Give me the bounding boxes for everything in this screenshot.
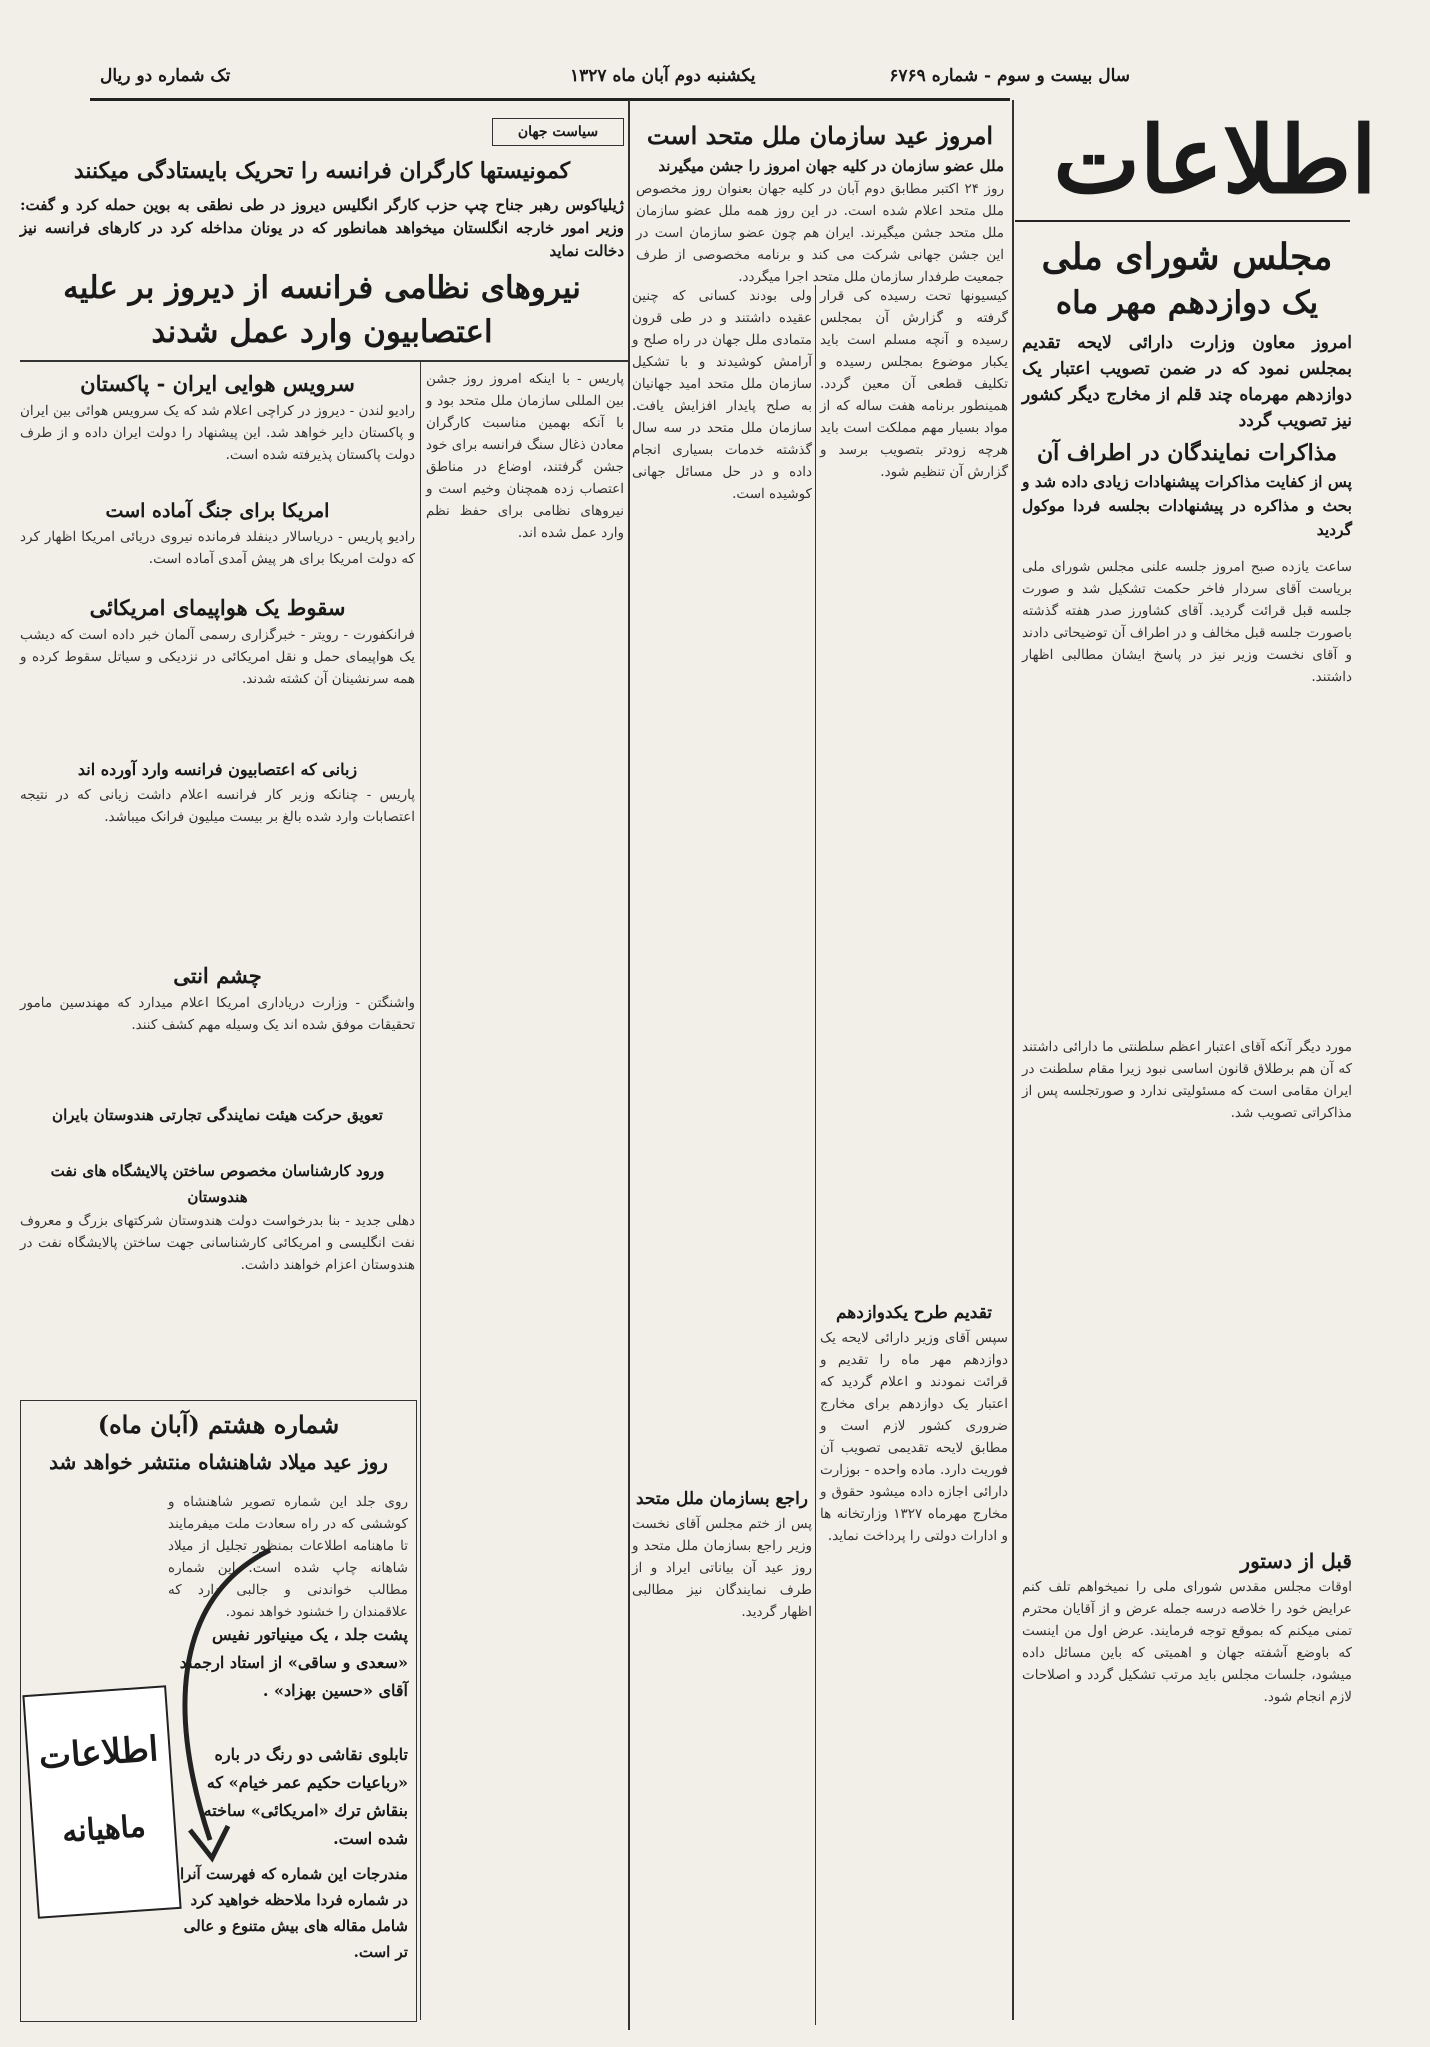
subhead-plane-crash: سقوط یک هواپیمای امریکائی — [89, 595, 346, 620]
subhead-india-delegation: تعویق حرکت هیئت نمایندگی تجارتی هندوستان بایران — [52, 1106, 383, 1124]
world-headline-1: کمونیستها کارگران فرانسه را تحریک بایستادگی میکنند — [73, 158, 571, 184]
parliament-intro: امروز معاون وزارت دارائی لایحه تقدیم بمجلس نمود که در ضمن تصویب اعتبار یک دوازدهم مهرماه چند قلم از مخارج دیگر کشور نیز تصویب گردد — [1022, 333, 1352, 431]
body-france-strikes: پاریس - با اینکه امروز روز جشن بین المللی سازمان ملل متحد بود و با آنکه بهمین مناسبت کارگران معادن ذغال سنگ فرانسه برای خود جشن گرفتند، اوضاع در مناطق اعتصاب زده همچنان وخیم است و نیروهای نظامی برای حفظ نظم وارد عمل شده اند. — [426, 371, 624, 541]
issue-line: سال بیست و سوم - شماره ۶۷۶۹ — [889, 66, 1130, 86]
newspaper-logo: اطلاعات — [1053, 106, 1377, 214]
un-day-subhead-un: راجع بسازمان ملل متحد — [635, 1489, 809, 1509]
parliament-subhead-proposals: پس از کفایت مذاکرات پیشنهادات زیادی داده شد و بحث و مذاکره در پیشنهادات بجلسه فردا موکول گردید — [1022, 472, 1352, 539]
date-line: یکشنبه دوم آبان ماه ۱۳۲۷ — [570, 66, 756, 86]
subhead-america-war: امریکا برای جنگ آماده است — [105, 500, 330, 522]
subhead-air-service: سرویس هوایی ایران - پاکستان — [80, 371, 355, 396]
body-strike-losses: پاریس - چنانکه وزیر کار فرانسه اعلام داشت زیانی که در نتیجه اعتصابات وارد شده بالغ بر بیست میلیون فرانک میباشد. — [20, 787, 415, 825]
parliament-subhead-debate: مذاکرات نمایندگان در اطراف آن — [1036, 440, 1338, 466]
parliament-subheadline: یک دوازدهم مهر ماه — [1055, 285, 1319, 321]
masthead-rule — [90, 98, 1010, 101]
masthead-strip — [90, 62, 1335, 92]
world-headline-2: نیروهای نظامی فرانسه از دیروز بر علیه اعتصابیون وارد عمل شدند — [63, 270, 581, 350]
un-day-body-5: پس از ختم مجلس آقای نخست وزیر راجع بسازمان ملل متحد و روز عید آن بیاناتی ایراد و از طرف نمایندگان نیز مطالبی اظهار گردید. — [632, 1516, 812, 1620]
price-line: تک شماره دو ریال — [100, 66, 231, 86]
parliament-column — [1022, 232, 1352, 2022]
un-day-body-3: سپس آقای وزیر دارائی لایحه یک دوازدهم مهر ماه را تقدیم و قرائت نمودند و اعلام گردید که اعتبار یک دوازدهم برای مخارج ضروری کشور لازم است و مطابق لایحه تقدیمی تصویب آن فوریت دارد. ماده واحده - بوزارت دارائی اجازه داده میشود حقوق و مخارج مهرماه ۱۳۲۷ وزارتخانه ها و ادارات دولتی را پرداخت نماید. — [820, 1330, 1008, 1544]
un-subcolumn-divider — [815, 285, 816, 2025]
ad-arrow-graphic — [150, 1540, 390, 1870]
section-label-world-politics: سیاست جهان — [492, 118, 624, 146]
un-day-subcolumn-right — [820, 285, 1008, 2025]
parliament-body-2: مورد دیگر آنکه آقای اعتبار اعظم سلطنتی ما دارائی داشتند که آن هم برطلاق قانون اساسی نبود زیرا مقام سلطنت در ایران مقامی است که مسئولیتی ندارد و صورتجلسه پس از مذاکراتی تصویب شد. — [1022, 1039, 1352, 1121]
column-divider-3 — [420, 360, 421, 2020]
world-news-subcolumn-left — [426, 368, 624, 2018]
un-day-body-2: کیسیونها تحت رسیده کی قرار گرفته و گزارش آن بمجلس رسیده و آنچه مسلم است باید یکبار موضوع بمجلس رسیده و تکلیف قطعی آن معین گردد. همینطور برنامه هفت ساله که از مواد بسیار مهم مملکت است باید هرچه زودتر بتصویب برسد و گزارش آن تنظیم شود. — [820, 288, 1008, 480]
world-deck: ژیلیاکوس رهبر جناح چپ حزب کارگر انگلیس دیروز در طی نطقی به بوین حمله کرد و گفت: وزیر امور خارجه انگلستان میخواهد همانطور که در یونان مداخله کرد در کارهای فرانسه نیز دخالت نماید — [20, 196, 624, 260]
ad-title-release: روز عید میلاد شاهنشاه منتشر خواهد شد — [49, 1450, 388, 1474]
ad-title-issue: شماره هشتم (آبان ماه) — [97, 1410, 340, 1439]
subhead-eye: چشم انتی — [173, 963, 262, 988]
un-day-body-1: روز ۲۴ اکتبر مطابق دوم آبان در کلیه جهان بعنوان روز مخصوص ملل متحد اعلام شده است. در این روز همه ملل عضو سازمان ملل متحد جشن میگیرند. ایران هم چون عضو سازمان است در این جشن جهانی شرکت می کند و برنامه مخصوصی از طرف جمعیت طرفدار سازمان ملل متحد اجرا میگردد. — [636, 181, 1004, 285]
subhead-strike-losses: زبانی که اعتصابیون فرانسه وارد آورده اند — [77, 760, 358, 779]
body-eye: واشنگتن - وزارت دریاداری امریکا اعلام میدارد که مهندسین مامور تحقیقات موفق شده اند یک وسیله مهم کشف کنند. — [20, 995, 415, 1033]
un-day-subhead-budget: تقدیم طرح یکدوازدهم — [835, 1303, 993, 1323]
body-america-war: رادیو پاریس - دریاسالار دینفلد فرمانده نیروی دریائی امریکا اظهار کرد که دولت امریکا برای هر پیش آمدی آماده است. — [20, 529, 415, 567]
un-day-subcolumn-left — [632, 285, 812, 2025]
magazine-cover-graphic — [22, 1685, 181, 1918]
column-divider-2 — [628, 100, 630, 2030]
magazine-cover-title: اطلاعات — [37, 1729, 160, 1778]
ad-body: روی جلد این شماره تصویر شاهنشاه و کوششی که در راه سعادت ملت میفرمایند تا ماهنامه اطلاعات بمنظور تجلیل از میلاد شاهانه چاپ شده است. این شماره مطالب خواندنی و جالبی دارد که علاقمندان را خشنود خواهد نمود. — [168, 1494, 408, 1620]
logo-rule — [1015, 220, 1350, 222]
section-rule — [20, 360, 628, 362]
ad-bullet-3: مندرجات این شماره که فهرست آنرا در شماره فردا ملاحظه خواهید کرد شامل مقاله های بیش متنوع و عالی تر است. — [179, 1865, 408, 1961]
world-politics-header — [20, 118, 624, 358]
parliament-headline: مجلس شورای ملی — [1041, 236, 1333, 278]
subhead-refinery-experts: ورود کارشناسان مخصوص ساختن پالایشگاه های نفت هندوستان — [50, 1162, 385, 1206]
column-divider-1 — [1012, 100, 1014, 2020]
un-day-headline: امروز عید سازمان ملل متحد است — [646, 121, 994, 150]
ad-bullet-1: پشت جلد ، یک مینیاتور نفیس «سعدی و ساقی» از استاد ارجمند آقای «حسین بهزاد» . — [179, 1625, 408, 1700]
un-day-body-4: ولی بودند کسانی که چنین عقیده داشتند و در طی قرون متمادی ملل جهان در راه صلح و آرامش کوشیدند و با تشکیل سازمان ملل متحد امید جهانیان به صلح پایدار افزایش یافت. سازمان ملل متحد در سه سال گذشته خدمات بسیاری انجام داده و در حل مسائل جهانی کوشیده است. — [632, 288, 812, 502]
parliament-body-3: اوقات مجلس مقدس شورای ملی را نمیخواهم تلف کنم عرایض خود را خلاصه درسه جمله عرض و از آقایان محترم تمنی میکنم که بموقع توجه فرمایند. عرض اول من اینست که باوضع آشفته جهان و اهمیتی که باین مسائل داده میشود، جلسات مجلس باید مرتب تشکیل گردد و اصلاحات لازم انجام شود. — [1022, 1579, 1352, 1705]
before-agenda-subhead: قبل از دستور — [1240, 1549, 1352, 1573]
body-refinery-experts: دهلی جدید - بنا بدرخواست دولت هندوستان شرکتهای بزرگ و معروف نفت انگلیسی و امریکائی کارشناسانی جهت ساختن پالایشگاه نفت در هندوستان اعزام خواهند داشت. — [20, 1213, 415, 1273]
ad-bullet-2: تابلوی نقاشی دو رنگ در باره «رباعیات حکیم عمر خیام» که بنقاش ترك «امریکائی» ساخته شده است. — [203, 1745, 408, 1848]
body-air-service: رادیو لندن - دیروز در کراچی اعلام شد که یک سرویس هوائی بین ایران و پاکستان دایر خواهد شد. این پیشنهاد را دولت ایران داده و از طرف دولت پاکستان پذیرفته شده است. — [20, 403, 415, 463]
parliament-body-1: ساعت یازده صبح امروز جلسه علنی مجلس شورای ملی بریاست آقای سردار فاخر حکمت تشکیل شد و صورت جلسه قبل قرائت گردید. آقای کشاورز صدر هفته گذشته باصورت جلسه قبل مخالف و در اطراف آن توضیحاتی دادند و آقای نخست وزیر نیز در پاسخ ایشان مطالبی اظهار داشتند. — [1022, 559, 1352, 685]
magazine-cover-subtitle: ماهیانه — [60, 1809, 147, 1850]
un-day-lead: ملل عضو سازمان در کلیه جهان امروز را جشن میگیرند — [658, 157, 1004, 175]
body-plane-crash: فرانکفورت - رویتر - خبرگزاری رسمی آلمان خبر داده است که دیشب یک هواپیمای حمل و نقل امریکائی در نزدیکی و سیاتل سقوط کرده و همه سرنشینان آن کشته شدند. — [20, 627, 415, 687]
